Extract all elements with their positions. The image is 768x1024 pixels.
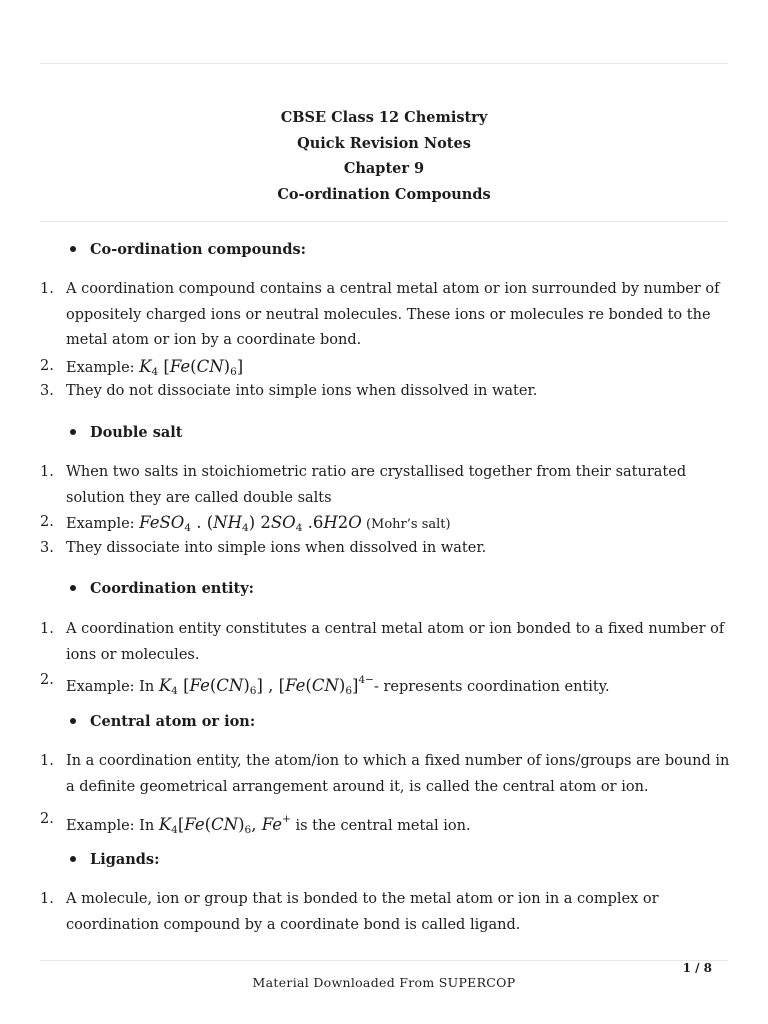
list-item: 1. A molecule, ion or group that is bonded to the metal atom or ion in a complex or coordination compound by a coordinate bond is called ligand. [40, 887, 730, 938]
page-number: 1 / 8 [682, 961, 712, 975]
section-heading: Double salt [70, 423, 182, 443]
item-text: A coordination compound contains a central metal atom or ion surrounded by number of oppositely charged ions or neutral molecules. These ions or molecules re bonded to the metal atom or ion by a coordinate bond. [66, 281, 720, 348]
item-text: When two salts in stoichiometric ratio are crystallised together from their saturated solution they are called double salts [66, 464, 687, 506]
bullet-icon [70, 585, 76, 591]
list-item: 1. In a coordination entity, the atom/ion to which a fixed number of ions/groups are bound in a definite geometrical arrangement around it, is called the central atom or ion. [40, 749, 730, 800]
list-item: 1. A coordination entity constitutes a central metal atom or ion bonded to a fixed number of ions or molecules. [40, 617, 730, 668]
list-item: 1. When two salts in stoichiometric ratio are crystallised together from their saturated solution they are called double salts [40, 460, 730, 511]
header-title: CBSE Class 12 Chemistry [280, 109, 488, 126]
list-item: 3. They do not dissociate into simple ions when dissolved in water. [40, 379, 730, 405]
item-text: Example: In [66, 818, 159, 834]
formula: $K_4$ $[Fe(CN)_6]$ [139, 357, 244, 378]
item-text: is the central metal ion. [290, 818, 471, 834]
section-heading: Co-ordination compounds: [70, 240, 306, 260]
item-text: Example: [66, 360, 140, 376]
item-text: - represents coordination entity. [373, 679, 610, 695]
header-rule [40, 221, 728, 222]
document-header [0, 105, 768, 207]
formula: $K_4$ $[Fe(CN)_6]$ , $[Fe(CN)_6]^{4-}$ [158, 674, 374, 697]
footer-text: Material Downloaded From SUPERCOP [252, 975, 516, 990]
list-item: 2. Example: $K_4$ $[Fe(CN)_6]$ [40, 357, 244, 378]
item-text: They dissociate into simple ions when dissolved in water. [66, 540, 487, 556]
header-subtitle: Quick Revision Notes [297, 134, 471, 152]
section-heading: Central atom or ion: [70, 712, 255, 732]
top-rule [40, 63, 728, 64]
bullet-icon [70, 246, 76, 252]
bullet-icon [70, 718, 76, 724]
item-text: Example: In [66, 679, 159, 695]
list-item: 2. Example: FeSO$_4$ . $(NH_4)$ $2SO_4$ .6H2O (Mohr’s salt) [40, 513, 451, 534]
item-text: Example: [66, 516, 140, 532]
header-chapter-title: Co-ordination Compounds [277, 185, 491, 203]
item-text: In a coordination entity, the atom/ion to which a fixed number of ions/groups are bound in a definite geometrical arrangement around it, is called the central atom or ion. [66, 753, 730, 795]
list-item: 2. Example: In $K_4$ $[Fe(CN)_6]$ , $[Fe(CN)_6]^{4-}-$ represents coordination entity. [40, 672, 610, 697]
item-text: A coordination entity constitutes a central metal atom or ion bonded to a fixed number of ions or molecules. [66, 621, 725, 663]
item-text: (Mohr’s salt) [361, 517, 451, 532]
section-heading: Coordination entity: [70, 579, 254, 599]
list-item: 2. Example: In $K_4[Fe(CN)_6$, Fe+ is the central metal ion. [40, 811, 471, 836]
list-item: 1. A coordination compound contains a central metal atom or ion surrounded by number of oppositely charged ions or neutral molecules. These ions or molecules re bonded to the metal atom or ion by a coordinate bond. [40, 277, 730, 354]
section-heading: Ligands: [70, 850, 159, 870]
bullet-icon [70, 856, 76, 862]
formula: FeSO$_4$ . $(NH_4)$ $2SO_4$ .6H2O [139, 513, 362, 534]
item-text: A molecule, ion or group that is bonded to the metal atom or ion in a complex or coordination compound by a coordinate bond is called ligand. [66, 891, 659, 933]
list-item: 3. They dissociate into simple ions when dissolved in water. [40, 536, 730, 562]
bullet-icon [70, 429, 76, 435]
item-text: They do not dissociate into simple ions when dissolved in water. [66, 383, 538, 399]
header-chapter: Chapter 9 [343, 160, 425, 177]
formula: $K_4[Fe(CN)_6$, Fe+ [158, 813, 291, 836]
